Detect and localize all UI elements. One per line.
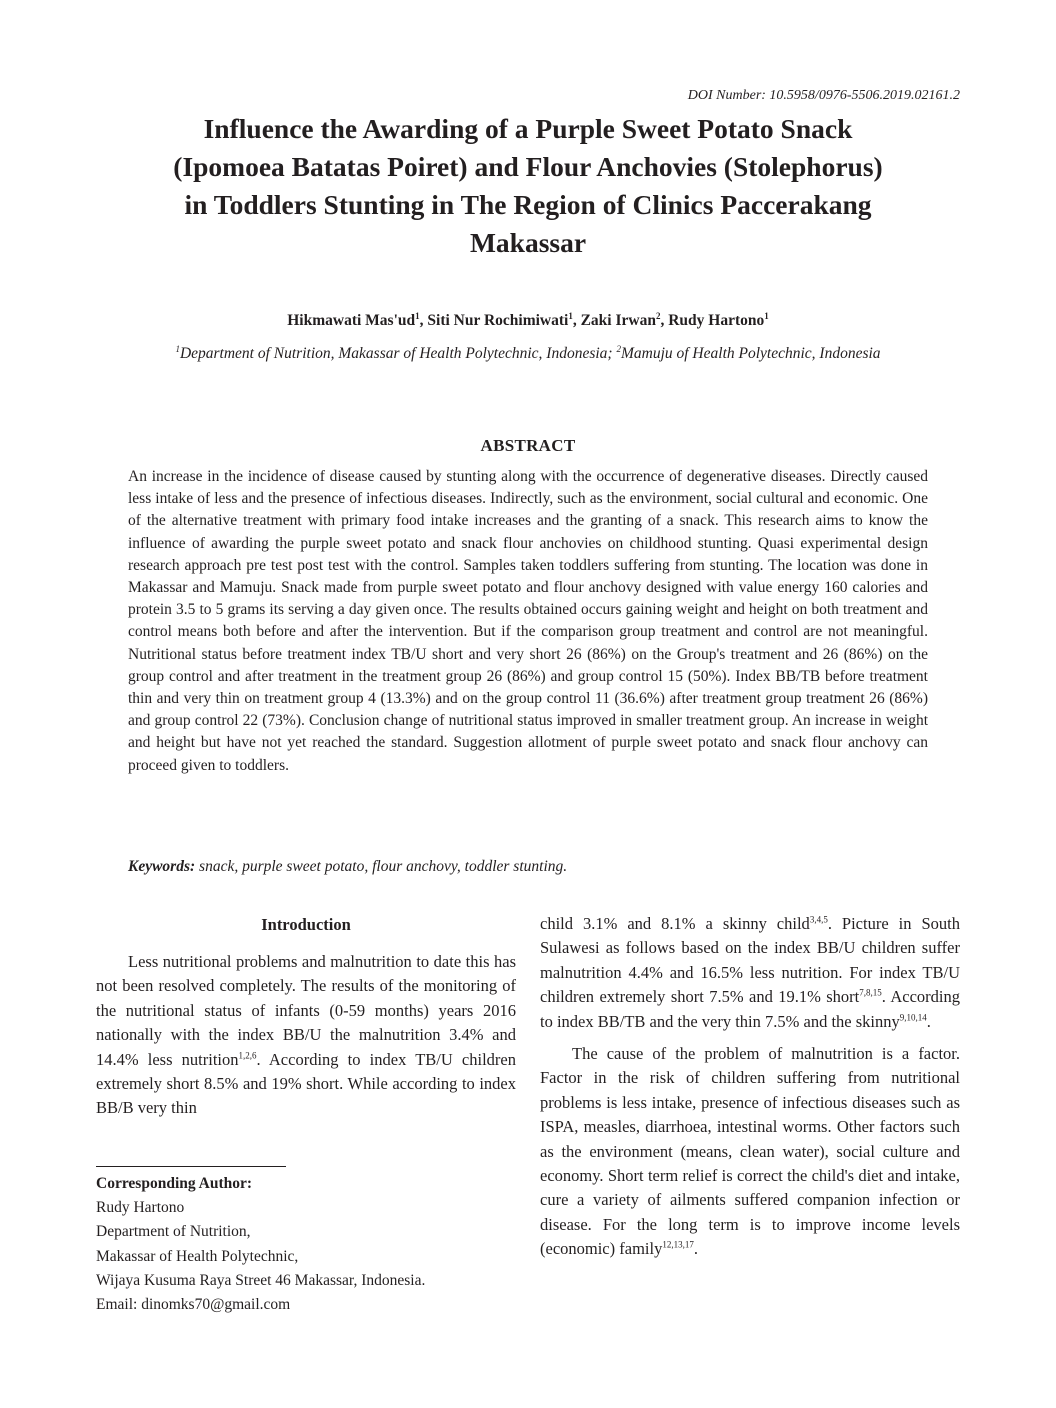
- title-line: (Ipomoea Batatas Poiret) and Flour Anchovies (Stolephorus): [173, 151, 883, 182]
- corresponding-author-institution: Makassar of Health Polytechnic,: [96, 1247, 299, 1265]
- affiliation-mark: 1: [175, 343, 180, 354]
- author-affiliation-mark: 1: [415, 310, 420, 321]
- author-affiliation-mark: 1: [568, 310, 573, 321]
- corresponding-author-address: Wijaya Kusuma Raya Street 46 Makassar, Indonesia.: [96, 1271, 426, 1289]
- affiliation-mark: 2: [616, 343, 621, 354]
- citation-mark: 9,10,14: [899, 1012, 927, 1023]
- paragraph-text: Less nutritional problems and malnutrition to date this has not been resolved completely. The results of the monitoring of the nutritional status of infants (0-59 months) years 2016 nationally with the index BB/U the malnutrition 3.4% and 14.4% less nutrition: [96, 952, 516, 1069]
- citation-mark: 7,8,15: [859, 987, 882, 998]
- citation-mark: 3,4,5: [809, 914, 828, 925]
- paragraph-text: . According to index BB/TB and the very thin 7.5% and the skinny: [540, 987, 961, 1031]
- paragraph-text: . Picture in South Sulawesi as follows based on the index BB/U children suffer malnutrition 4.4% and 16.5% less nutrition. For index TB/U children extremely short 7.5% and 19.1% short: [540, 914, 960, 1007]
- paper-title: [110, 110, 946, 262]
- body-paragraph: [540, 912, 960, 1034]
- doi-number: DOI Number: 10.5958/0976-5506.2019.02161.2: [687, 88, 960, 103]
- author-separator: ,: [419, 312, 428, 329]
- author-list: [96, 312, 960, 330]
- title-line: Makassar: [469, 227, 587, 258]
- paragraph-text: child 3.1% and 8.1% a skinny child: [540, 914, 810, 933]
- abstract-heading: ABSTRACT: [480, 436, 576, 455]
- affiliation-text: Mamuju of Health Polytechnic, Indonesia: [620, 345, 881, 362]
- title-line: Influence the Awarding of a Purple Sweet Potato Snack: [203, 113, 853, 144]
- affiliations: [130, 342, 926, 366]
- paragraph-text: .: [926, 1011, 931, 1031]
- corresponding-author-email: Email: dinomks70@gmail.com: [96, 1296, 291, 1314]
- author-separator: ,: [572, 312, 581, 329]
- body-paragraph: [96, 950, 516, 1121]
- citation-mark: 1,2,6: [238, 1050, 257, 1061]
- citation-mark: 12,13,17: [662, 1239, 694, 1250]
- keywords-text: snack, purple sweet potato, flour anchovy, toddler stunting.: [195, 858, 568, 875]
- paragraph-text: . According to index TB/U children extremely short 8.5% and 19% short. While according to index BB/B very thin: [96, 1049, 516, 1118]
- footnote-divider: [96, 1166, 286, 1167]
- corresponding-author-department: Department of Nutrition,: [96, 1223, 251, 1241]
- keywords: [128, 858, 928, 876]
- author-name: Rudy Hartono: [668, 312, 765, 329]
- author-affiliation-mark: 2: [655, 310, 661, 321]
- paragraph-text: The cause of the problem of malnutrition is a factor. Factor in the risk of children suffering from nutritional problems is less intake, presence of infectious diseases such as ISPA, measles, diarrhoea, intestinal worms. Other factors such as the environment (means, clean water), social culture and economy. Short term relief is correct the child's diet and intake, cure a variety of ailments suffered companion infection or disease. For the long term is to improve income levels (economic) family: [540, 1044, 960, 1259]
- author-name: Zaki Irwan: [580, 312, 656, 329]
- affiliation-text: Department of Nutrition, Makassar of Health Polytechnic, Indonesia;: [179, 345, 617, 362]
- left-column: [96, 912, 516, 1121]
- introduction-heading: Introduction: [261, 915, 351, 934]
- corresponding-author-name: Rudy Hartono: [96, 1199, 185, 1217]
- author-name: Siti Nur Rochimiwati: [427, 312, 569, 329]
- author-affiliation-mark: 1: [764, 310, 769, 321]
- right-column: [540, 912, 960, 1262]
- corresponding-author-block: [96, 1172, 516, 1317]
- title-line: in Toddlers Stunting in The Region of Clinics Paccerakang: [184, 189, 872, 220]
- body-paragraph: [540, 1042, 960, 1262]
- corresponding-author-label: Corresponding Author:: [96, 1175, 253, 1192]
- abstract-text: An increase in the incidence of disease caused by stunting along with the occurrence of degenerative diseases. Directly caused less intake of less and the presence of infectious diseases. Indirectly, such as the environment, social cultural and economic. One of the alternative treatment with primary food intake increases and the granting of a snack. This research aims to know the influence of awarding the purple sweet potato and snack flour anchovies on childhood stunting. Quasi experimental design research approach pre test post test with the control. Samples taken toddlers suffering from stunting. The location was done in Makassar and Mamuju. Snack made from purple sweet potato and flour anchovy designed with value energy 160 calories and protein 3.5 to 5 grams its serving a day given once. The results obtained occurs gaining weight and height on both treatment and control means both before and after the intervention. But if the comparison group treatment and control are not meaningful. Nutritional status before treatment index TB/U short and very short 26 (86%) on the Group's treatment and 26 (86%) on the group control and after treatment in the treatment group 26 (86%) and group control 15 (50%). Index BB/TB before treatment thin and very thin on treatment group 4 (13.3%) and on the group control 11 (36.6%) after treatment group treatment 26 (86%) and group control 22 (73%). Conclusion change of nutritional status improved in smaller treatment group. An increase in weight and height but have not yet reached the standard. Suggestion allotment of purple sweet potato and snack flour anchovy can proceed given to toddlers.: [128, 468, 928, 774]
- keywords-label: Keywords:: [128, 858, 196, 875]
- author-separator: ,: [660, 312, 669, 329]
- paragraph-text: .: [693, 1239, 698, 1259]
- author-name: Hikmawati Mas'ud: [287, 312, 416, 329]
